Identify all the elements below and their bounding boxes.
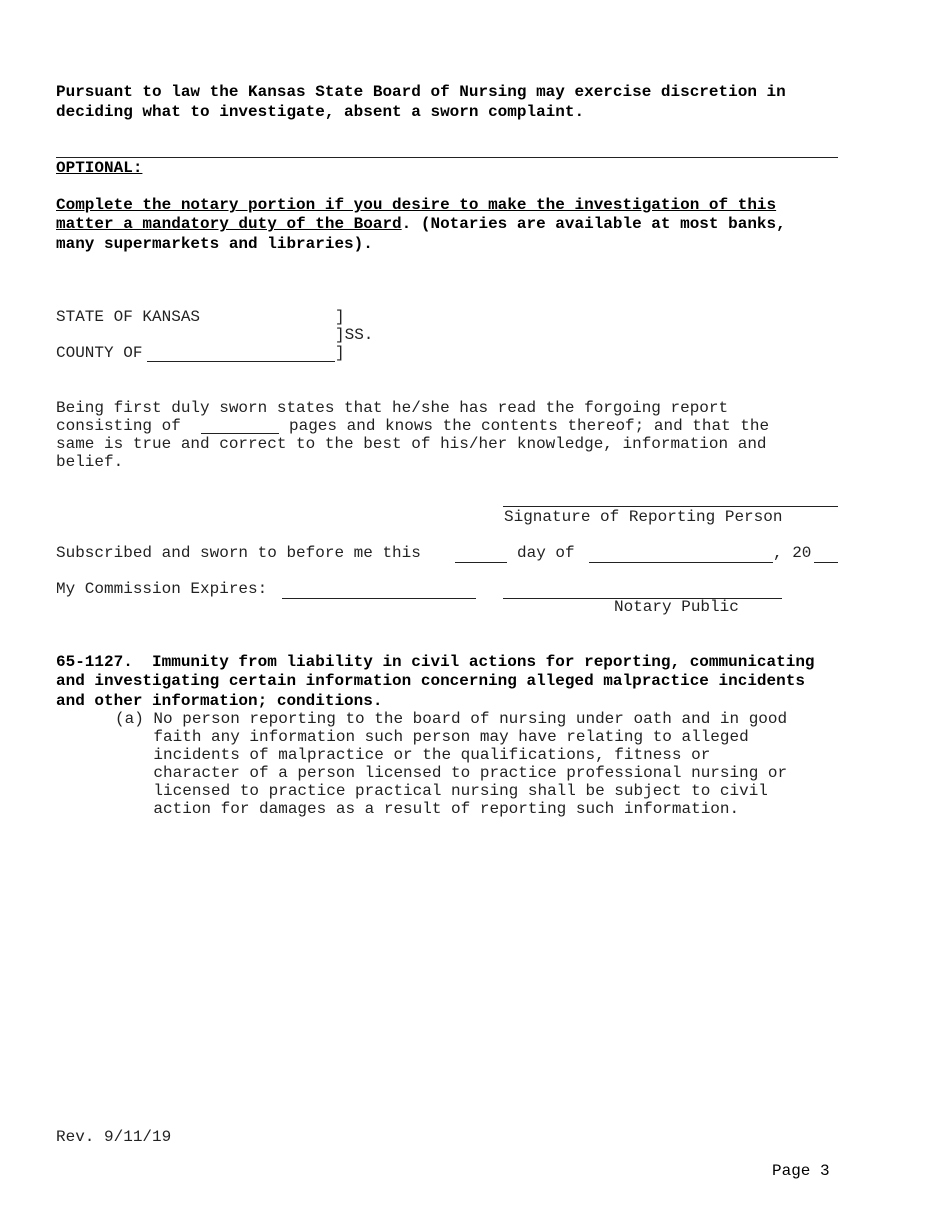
notary-instructions-line-3: many supermarkets and libraries). <box>56 235 373 253</box>
county-of-label: COUNTY OF <box>56 344 143 362</box>
year-prefix: , 20 <box>773 544 812 562</box>
oath-line-4: belief. <box>56 453 124 471</box>
year-blank[interactable] <box>814 562 838 563</box>
statute-item-a-line-5: licensed to practice practical nursing shall be subject to civil <box>115 782 768 800</box>
intro-line-2: deciding what to investigate, absent a sworn complaint. <box>56 103 585 121</box>
commission-expires-label: My Commission Expires: <box>56 580 268 598</box>
venue-bracket-1: ] <box>335 308 345 326</box>
revision-date: Rev. 9/11/19 <box>56 1128 172 1146</box>
state-of-kansas-label: STATE OF KANSAS <box>56 308 201 326</box>
statute-item-a-line-3: incidents of malpractice or the qualifications, fitness or <box>115 746 711 764</box>
pages-count-blank[interactable] <box>201 433 279 434</box>
day-blank[interactable] <box>455 562 507 563</box>
notary-instructions-line-1: Complete the notary portion if you desire to make the investigation of this <box>56 196 777 214</box>
day-of-text: day of <box>517 544 575 562</box>
oath-line-3: same is true and correct to the best of his/her knowledge, information and <box>56 435 767 453</box>
statute-heading-line-1: 65-1127. Immunity from liability in civil actions for reporting, communicating <box>56 653 815 671</box>
notary-public-label: Notary Public <box>614 598 739 616</box>
oath-line-1: Being first duly sworn states that he/she has read the forgoing report <box>56 399 729 417</box>
oath-line-2a: consisting of <box>56 417 181 435</box>
mandatory-duty-text: matter a mandatory duty of the Board <box>56 215 402 233</box>
statute-item-a-line-2: faith any information such person may have relating to alleged <box>115 728 749 746</box>
section-divider <box>56 157 838 158</box>
month-blank[interactable] <box>589 562 773 563</box>
statute-heading-line-3: and other information; conditions. <box>56 692 383 710</box>
signature-label: Signature of Reporting Person <box>504 508 783 526</box>
statute-item-a-line-1: (a) No person reporting to the board of nursing under oath and in good <box>115 710 788 728</box>
statute-item-a-line-4: character of a person licensed to practice professional nursing or <box>115 764 788 782</box>
intro-line-1: Pursuant to law the Kansas State Board of Nursing may exercise discretion in <box>56 83 786 101</box>
venue-bracket-3: ] <box>335 344 345 362</box>
oath-line-2b: pages and knows the contents thereof; and that the <box>289 417 770 435</box>
notary-instructions-line-2 <box>56 215 786 233</box>
statute-heading-line-2: and investigating certain information concerning alleged malpractice incidents <box>56 672 805 690</box>
page-number: Page 3 <box>772 1162 830 1180</box>
subscribed-text: Subscribed and sworn to before me this <box>56 544 421 562</box>
commission-expires-blank[interactable] <box>282 598 476 599</box>
signature-line[interactable] <box>503 506 838 507</box>
venue-ss: ]SS. <box>335 326 374 344</box>
optional-label: OPTIONAL: <box>56 159 143 177</box>
county-blank[interactable] <box>147 361 335 362</box>
statute-item-a-line-6: action for damages as a result of reporting such information. <box>115 800 740 818</box>
notaries-available-text: . (Notaries are available at most banks, <box>401 215 786 233</box>
